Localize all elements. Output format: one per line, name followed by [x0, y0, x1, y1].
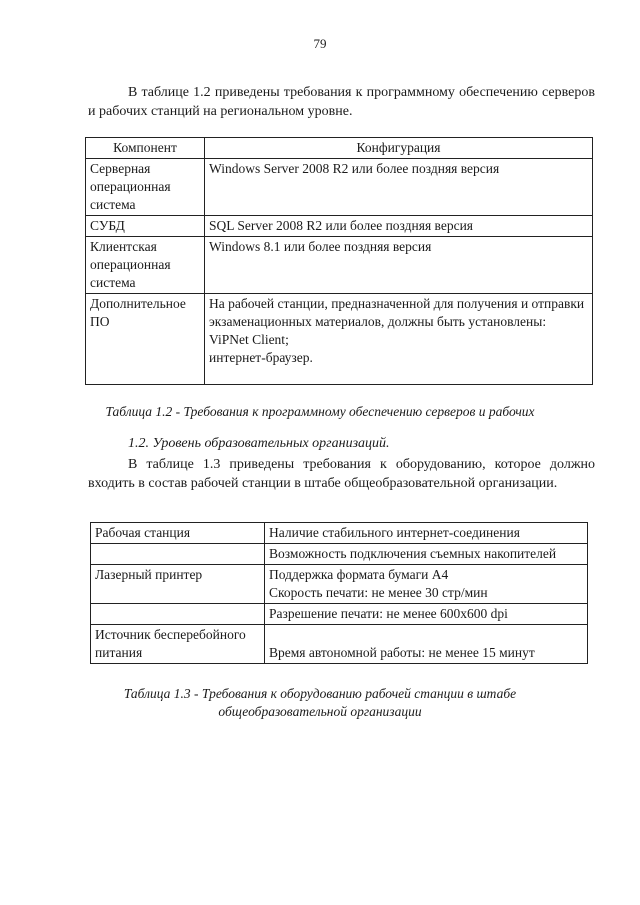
component-cell: СУБД: [86, 216, 205, 237]
section-heading: 1.2. Уровень образовательных организаций.: [128, 436, 390, 451]
config-line: На рабочей станции, предназначенной для получения и отправки экзаменационных материалов, должны быть установлены:: [209, 296, 585, 329]
config-cell: SQL Server 2008 R2 или более поздняя версия: [205, 216, 593, 237]
item-cell: [91, 544, 265, 565]
caption-line: общеобразовательной организации: [218, 704, 422, 719]
column-header-configuration: Конфигурация: [205, 138, 593, 159]
config-line: ViPNet Client;: [209, 332, 289, 347]
table-header-row: [86, 138, 593, 159]
component-cell: Дополнительное ПО: [86, 294, 205, 385]
component-cell: Серверная операционная система: [86, 159, 205, 216]
software-requirements-table: [85, 137, 593, 385]
requirement-line: Поддержка формата бумаги А4: [269, 567, 449, 582]
config-cell: [205, 294, 593, 385]
config-cell: Windows 8.1 или более поздняя версия: [205, 237, 593, 294]
requirement-cell: Разрешение печати: не менее 600x600 dpi: [265, 604, 588, 625]
table-row: [86, 294, 593, 385]
table-row: [91, 625, 588, 664]
table-row: [86, 216, 593, 237]
paragraph: В таблице 1.3 приведены требования к оборудованию, которое должно входить в состав рабочей станции в штабе общеобразовательной организации.: [88, 457, 595, 491]
requirement-cell: Возможность подключения съемных накопителей: [265, 544, 588, 565]
item-cell: [91, 604, 265, 625]
item-cell: Рабочая станция: [91, 523, 265, 544]
column-header-component: Компонент: [86, 138, 205, 159]
hardware-requirements-table: [90, 522, 588, 664]
component-cell: Клиентская операционная система: [86, 237, 205, 294]
table-row: [91, 544, 588, 565]
table-row: [91, 604, 588, 625]
table-row: [86, 159, 593, 216]
intro-paragraph: В таблице 1.2 приведены требования к программному обеспечению серверов и рабочих станций на региональном уровне.: [88, 85, 595, 119]
table-row: [91, 565, 588, 604]
item-cell: Источник бесперебойного питания: [91, 625, 265, 664]
page-number: 79: [313, 36, 327, 51]
config-cell: Windows Server 2008 R2 или более поздняя версия: [205, 159, 593, 216]
item-cell: Лазерный принтер: [91, 565, 265, 604]
config-line: интернет-браузер.: [209, 350, 313, 365]
table-caption: [0, 685, 640, 721]
table-row: [91, 523, 588, 544]
requirement-cell: Наличие стабильного интернет-соединения: [265, 523, 588, 544]
table-caption: Таблица 1.2 - Требования к программному обеспечению серверов и рабочих: [105, 404, 535, 419]
requirement-line: Скорость печати: не менее 30 стр/мин: [269, 585, 488, 600]
caption-line: Таблица 1.3 - Требования к оборудованию рабочей станции в штабе: [123, 686, 517, 701]
table-row: [86, 237, 593, 294]
requirement-cell: Время автономной работы: не менее 15 минут: [265, 625, 588, 664]
requirement-cell: [265, 565, 588, 604]
